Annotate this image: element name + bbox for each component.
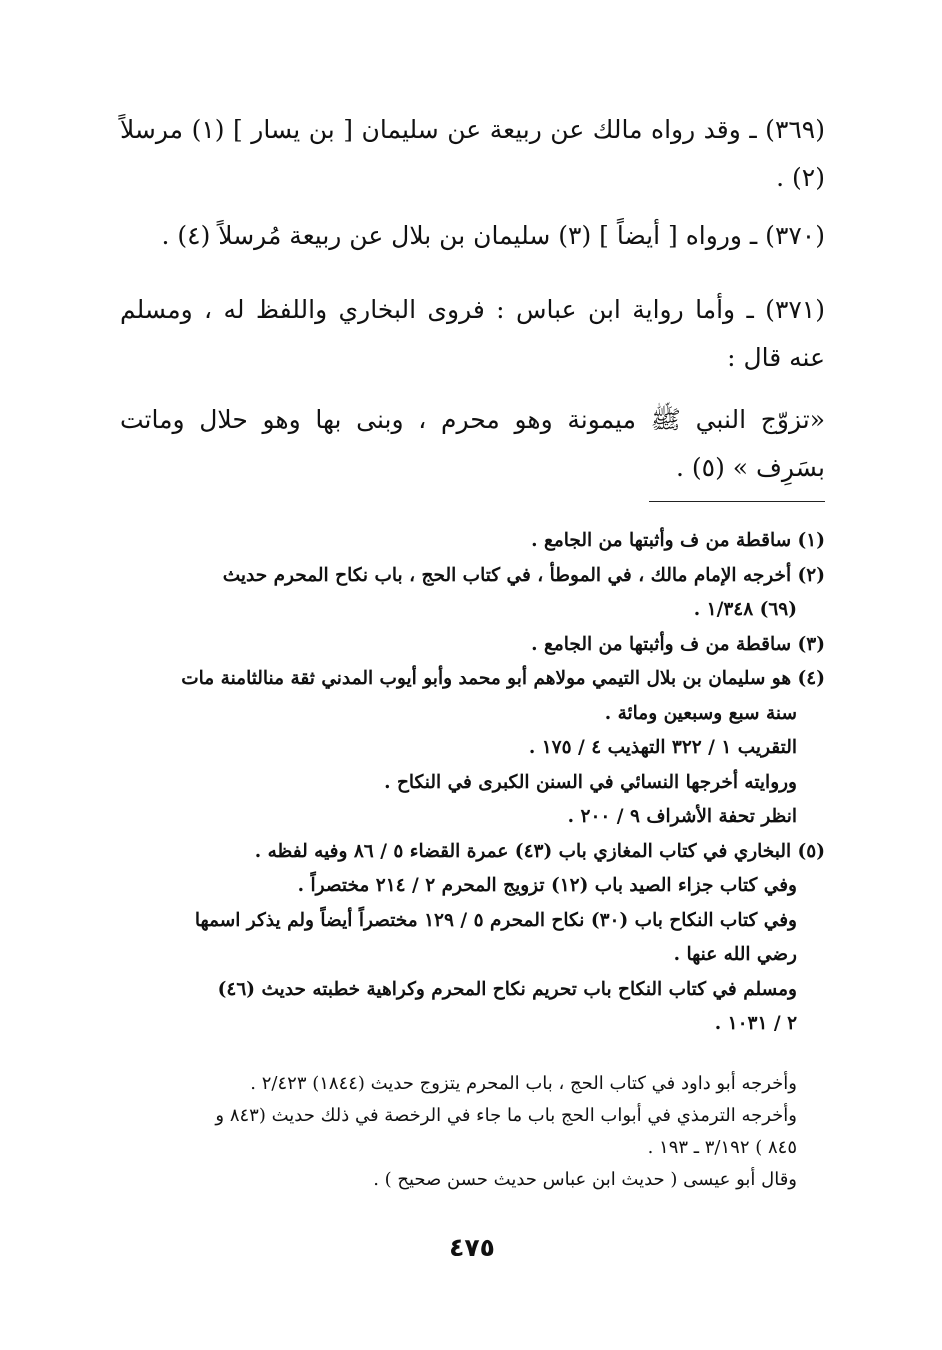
footnote-4-line-4: وروايته أخرجها النسائي في السنن الكبرى في النكاح . xyxy=(384,771,797,793)
footnote-5-line-1: (٥) البخاري في كتاب المغازي باب (٤٣) عمرة القضاء ٥ / ٨٦ وفيه لفظه . xyxy=(254,840,825,862)
footnote-4-line-5: انظر تحفة الأشراف ٩ / ٢٠٠ . xyxy=(567,806,797,827)
hadith-paragraph-370: (٣٧٠) ـ ورواه [ أيضاً ] (٣) سليمان بن بلال عن ربيعة مُرسلاً (٤) . xyxy=(161,221,825,250)
hadith-quote: «تزوّج النبي ﷺ ميمونة وهو محرم ، وبنى بها وهو حلال وماتت بسَرِف » (٥) . xyxy=(120,405,825,482)
footnote-5-line-2: وفي كتاب جزاء الصيد باب (١٢) تزويج المحرم ٢ / ٢١٤ مختصراً . xyxy=(297,875,797,896)
footnote-2-line-2: (٦٩) ١/٣٤٨ . xyxy=(693,599,797,620)
footnote-1: (١) ساقطة من ف وأثبتها من الجامع . xyxy=(531,530,825,551)
footnote-5-line-9: ٨٤٥ ) ٣/١٩٢ ـ ١٩٣ . xyxy=(647,1137,797,1158)
footnote-5-line-10: وقال أبو عيسى ( حديث ابن عباس حديث حسن صحيح ) . xyxy=(373,1169,797,1190)
footnote-3: (٣) ساقطة من ف وأثبتها من الجامع . xyxy=(531,633,825,655)
footnote-5-line-6: ٢ / ١٠٣١ . xyxy=(714,1013,797,1034)
footnotes xyxy=(120,524,825,1042)
footnote-5-line-5: ومسلم في كتاب النكاح باب تحريم نكاح المحرم وكراهية خطبته حديث (٤٦) xyxy=(217,978,797,1000)
footnote-4-line-3: التقريب ١ / ٣٢٢ التهذيب ٤ / ١٧٥ . xyxy=(528,737,797,758)
page-number: ٤٧٥ xyxy=(449,1233,495,1262)
footnote-5-line-8: وأخرجه الترمذي في أبواب الحج باب ما جاء في الرخصة في ذلك حديث (٨٤٣ و xyxy=(215,1105,797,1126)
footnote-2-line-1: (٢) أخرجه الإمام مالك ، في الموطأ ، في كتاب الحج ، باب نكاح المحرم حديث xyxy=(222,564,825,586)
footnote-5-line-7: وأخرجه أبو داود في كتاب الحج ، باب المحرم يتزوج حديث (١٨٤٤) ٢/٤٢٣ . xyxy=(250,1073,797,1094)
footnote-4-line-2: سنة سبع وسبعين ومائة . xyxy=(604,702,797,724)
footnote-4-line-1: (٤) هو سليمان بن بلال التيمي مولاهم أبو محمد وأبو أيوب المدني ثقة منالثامنة مات xyxy=(181,668,825,689)
hadith-paragraph-371: (٣٧١) ـ وأما رواية ابن عباس : فروى البخاري واللفظ له ، ومسلم عنه قال : xyxy=(120,295,825,372)
footnote-5-line-3: وفي كتاب النكاح باب (٣٠) نكاح المحرم ٥ / ١٢٩ مختصراً أيضاً ولم يذكر اسمها xyxy=(194,909,797,931)
footnote-5-line-4: رضي الله عنها . xyxy=(673,944,797,965)
footnote-5-continuation xyxy=(120,1068,825,1196)
hadith-paragraph-369: (٣٦٩) ـ وقد رواه مالك عن ربيعة عن سليمان [ بن يسار ] (١) مرسلاً (٢) . xyxy=(120,115,826,192)
book-page xyxy=(120,100,825,1300)
footnote-divider xyxy=(649,501,825,502)
